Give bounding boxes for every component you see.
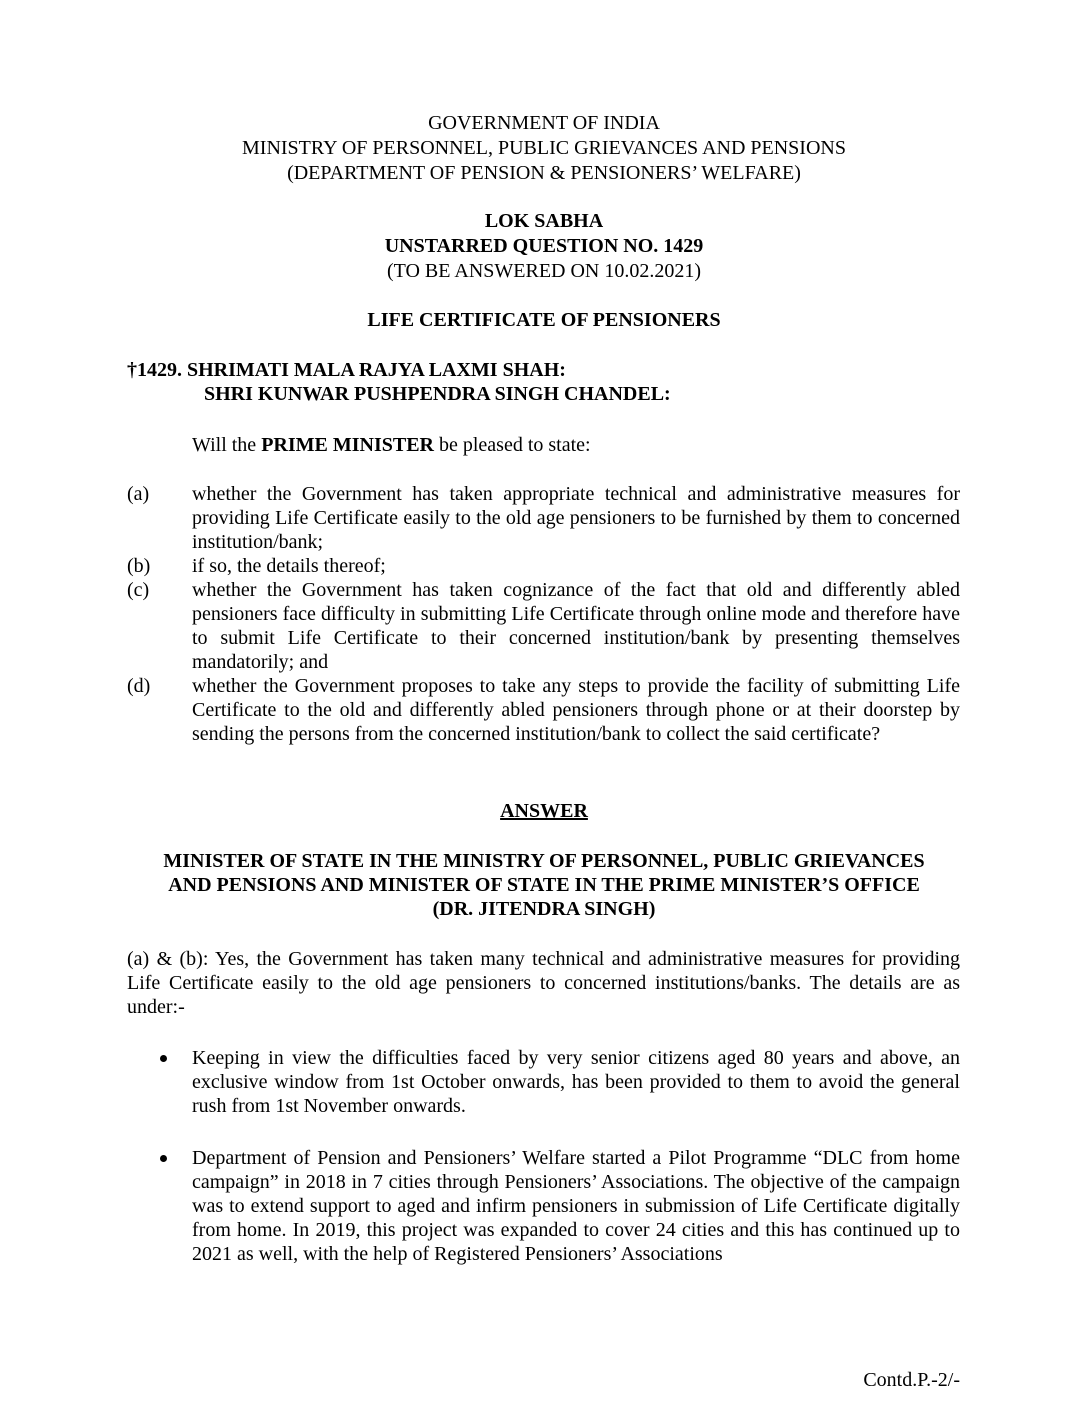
bullet-item: [160, 1046, 960, 1118]
preamble-post: be pleased to state:: [433, 434, 591, 456]
answer-intro-paragraph: (a) & (b): Yes, the Government has taken many technical and administrative measures for providing Life Certificate easily to the old age pensioners to concerned institutions/banks. The details are as under:-: [127, 948, 960, 1018]
askers-block: [127, 358, 671, 406]
bullet-dot-icon: [160, 1146, 192, 1266]
question-number: UNSTARRED QUESTION NO. 1429: [384, 235, 704, 257]
bullet-item: [160, 1146, 960, 1266]
header-line-ministry: MINISTRY OF PERSONNEL, PUBLIC GRIEVANCES AND PENSIONS: [242, 137, 846, 159]
answer-title: ANSWER: [500, 800, 588, 822]
continuation-note: Contd.P.-2/-: [863, 1369, 960, 1391]
question-label: (d): [127, 675, 151, 697]
question-item: [127, 578, 960, 674]
header-line-government: GOVERNMENT OF INDIA: [428, 112, 660, 134]
bullet-text: Department of Pension and Pensioners’ Welfare started a Pilot Programme “DLC from home campaign” in 2018 in 7 cities through Pensioners’ Associations. The objective of the campaign was to extend support to aged and infirm pensioners in submission of Life Certificate digitally from home. In 2019, this project was expanded to cover 24 cities and this has continued up to 2021 as well, with the help of Registered Pensioners’ Associations: [192, 1147, 960, 1265]
answer-date: (TO BE ANSWERED ON 10.02.2021): [386, 260, 702, 282]
question-list: [127, 482, 960, 746]
minister-designation: [120, 849, 968, 921]
question-label: (a): [127, 483, 150, 505]
header-line-department: (DEPARTMENT OF PENSION & PENSIONERS’ WELFARE): [287, 162, 801, 184]
bullet-text: Keeping in view the difficulties faced by very senior citizens aged 80 years and above, an exclusive window from 1st October onwards, has been provided to them to avoid the general rush from 1st November onwards.: [192, 1047, 960, 1117]
question-text: whether the Government has taken cognizance of the fact that old and differently abled pensioners face difficulty in submitting Life Certificate through online mode and therefore have to submit Life Certificate to their concerned institution/bank by presenting themselves mandatorily; and: [192, 579, 960, 673]
subject-title: LIFE CERTIFICATE OF PENSIONERS: [367, 309, 721, 331]
house-name: LOK SABHA: [484, 210, 604, 232]
minister-line-1: MINISTER OF STATE IN THE MINISTRY OF PERSONNEL, PUBLIC GRIEVANCES: [163, 850, 925, 872]
question-preamble: [192, 433, 591, 457]
question-item: [127, 674, 960, 746]
preamble-addressee: PRIME MINISTER: [261, 434, 434, 456]
question-text: if so, the details thereof;: [192, 555, 386, 577]
asker-line-2: SHRI KUNWAR PUSHPENDRA SINGH CHANDEL:: [204, 383, 671, 405]
question-item: [127, 482, 960, 554]
question-item: [127, 554, 960, 578]
asker-line-1: †1429. SHRIMATI MALA RAJYA LAXMI SHAH:: [127, 359, 566, 381]
question-label: (c): [127, 579, 150, 601]
ministry-header: [120, 111, 968, 186]
question-label: (b): [127, 555, 151, 577]
bullet-dot-icon: [160, 1046, 192, 1118]
preamble-pre: Will the: [192, 434, 262, 456]
question-text: whether the Government has taken appropriate technical and administrative measures for providing Life Certificate easily to the old age pensioners to be furnished by them to concerned institution/bank;: [192, 483, 960, 553]
question-heading: [120, 209, 968, 284]
minister-name: (DR. JITENDRA SINGH): [432, 898, 656, 920]
question-text: whether the Government proposes to take any steps to provide the facility of submitting Life Certificate to the old and differently abled pensioners through phone or at their doorstep by sending the persons from the concerned institution/bank to collect the said certificate?: [192, 675, 960, 745]
minister-line-2: AND PENSIONS AND MINISTER OF STATE IN THE PRIME MINISTER’S OFFICE: [168, 874, 920, 896]
